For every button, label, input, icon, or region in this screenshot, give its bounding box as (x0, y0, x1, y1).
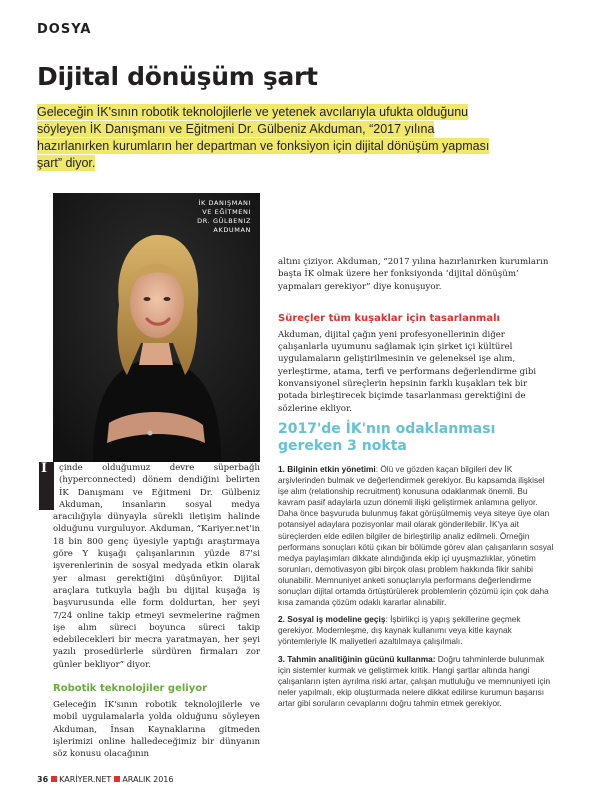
dropcap-letter: İ (41, 461, 48, 476)
focus-point-label: 2. Sosyal iş modeline geçiş (278, 614, 386, 625)
focus-point-text: : Ölü ve gözden kaçan bilgileri dev İK arşivlerinden bulmak ve değerlendirmek gerekiyor. Bu kapsamda ilişkisel işe alım (relationship recruitment) konusuna odaklanmak önemli. Bu kavram pasif adaylarla uzun dönemli ilişki geliştirmek anlamına geliyor. Daha önce başvuruda bulunmuş fakat görüşülmemiş veya siteye üye olan potansiyel adaylara pozisyonlar mail olarak gönderilebilir. İK'ya ait süreçlerden elde edilen bilgiler de birleştirilip analiz edilmeli. Örneğin performans sonuçları kötü çıkan bir bölümde görev alan çalışanların sosyal medya paylaşımları dikkate alındığında ekip içi uyuşmazlıklar, yönetim sorunları, demotivasyon gibi birçok olası problem hakkında fikir sahibi olunabilir. Memnuniyet anketi sonuçlarıyla performans değerlendirme sonuçları dijital ortamda örtüştürülerek problemlerin çözümü için çok daha kısa zamanda çözüm odaklı kararlar alınabilir. (278, 464, 554, 608)
footer-issue: ARALIK 2016 (122, 775, 174, 784)
intro-paragraph-wrap (41, 461, 260, 671)
intro-paragraph: çinde olduğumuz devre süperbağlı (hyperconnected) dönem dendiğini belirten İK Danışmanı ve Eğitmeni Dr. Gülbeniz Akduman, insanların sosyal medya aracılığıyla dünyayla sürekli iletişim halinde olduğunu vurguluyor. Akduman, “Kariyer.net'in 18 bin 800 genç üyesiyle yaptığı araştırmaya göre Y kuşağı çalışanlarının yüzde 87'si işverenlerinin de sosyal medyada etkin olarak yer alması gerektiğini düşünüyor. Dijital araçlara tutkuyla bağlı bu dijital kuşağa iş başvurusunda elle form doldurtan, her şeyi 7/24 online takip etmeyi sevmelerine rağmen işe alım süreci boyunca süreci takip edebilecekleri bir mecra yaratmayan, her şeyi yazılı prosedürlerle sürdüren firmaları zor günler bekliyor” diyor. (53, 463, 260, 670)
portrait-photo (53, 193, 260, 462)
photo-caption (161, 199, 251, 235)
focus-point-3 (278, 654, 554, 709)
right-subheading: Süreçler tüm kuşaklar için tasarlanmalı (278, 312, 500, 324)
caption-line: VE EĞİTMENI (202, 208, 251, 216)
box-heading: 2017'de İK'nın odaklanması gereken 3 nokta (278, 421, 496, 454)
right-paragraph-1: altını çiziyor. Akduman, “2017 yılına hazırlanırken kurumların başta İK olmak üzere her fonksiyonda ‘dijital dönüşüm’ yapmaları gerekiyor” diye konuşuyor. (278, 257, 549, 292)
left-paragraph-2: Geleceğin İK'sının robotik teknolojilerle ve mobil uygulamalarla yolda olduğunu söyleyen Akduman, İnsan Kaynaklarına gitmeden işlerimizi online halledeceğimiz bir dünyanın söz konusu olacağının (53, 700, 260, 760)
focus-point-text: : İşbirlikçi iş yapış şekillerine geçmek gerekiyor. Modernleşme, dış kaynak kullanımı veya kitle kaynak yöntemleriyle İK maliyetleri azaltılmaya çalışılmalı. (278, 614, 521, 647)
dropcap-block (39, 462, 54, 510)
red-square-icon (114, 776, 120, 782)
section-label: DOSYA (37, 22, 92, 37)
right-paragraph-2: Akduman, dijital çağın yeni profesyonellerinin diğer çalışanlarla uyumunu sağlamak için şirket içi kültürel uygulamaların geliştirilmesinin ve geleneksel işe alım, yerleştirme, atama, terfi ve performans değerlendirme gibi konvansiyonel süreçlerin hepsinin farklı kuşakları tek bir potada birleştirecek biçimde tasarlanması gerektiğini de sözlerine ekliyor. (278, 329, 537, 414)
page-number: 36 (37, 775, 49, 784)
article-title: Dijital dönüşüm şart (37, 62, 318, 91)
left-subheading: Robotik teknolojiler geliyor (53, 683, 208, 695)
lead-highlight: Geleceğin İK'sının robotik teknolojilerle ve yetenek avcılarıyla ufukta olduğunu söyleyen İK Danışmanı ve Eğitmeni Dr. Gülbeniz Akduman, “2017 yılına hazırlanırken kurumların her departman ve fonksiyon için dijital dönüşüm yapması şart” diyor. (37, 105, 490, 170)
focus-point-label: 1. Bilginin etkin yönetimi (278, 464, 376, 474)
article-lead (37, 104, 507, 172)
caption-line: DR. GÜLBENIZ (197, 217, 251, 225)
focus-point-2 (278, 614, 554, 647)
caption-line: İK DANIŞMANI (198, 199, 251, 207)
right-column (278, 256, 552, 415)
focus-point-text: Doğru tahminlerde bulunmak için sistemler kurmak ve geliştirmek kritik. Hangi şartlar altında hangi çalışanların işten ayrılma riski artar, çalışan mutluluğu ve memnuniyeti için neler yapılmalı, ekip oluşturmada nelere dikkat edilirse kurumun başarısı artar gibi soruların cevaplarını doğru tahmin etmek gerekiyor. (278, 653, 551, 708)
focus-point-label: 3. Tahmin analitiğinin gücünü kullanma: (278, 653, 436, 664)
page-footer (37, 775, 173, 784)
footer-brand: KARİYER.NET (59, 775, 112, 784)
focus-point-1 (278, 464, 554, 608)
focus-points-box (278, 464, 554, 715)
red-square-icon (51, 776, 57, 782)
caption-line: AKDUMAN (213, 226, 251, 234)
left-column (41, 461, 260, 761)
